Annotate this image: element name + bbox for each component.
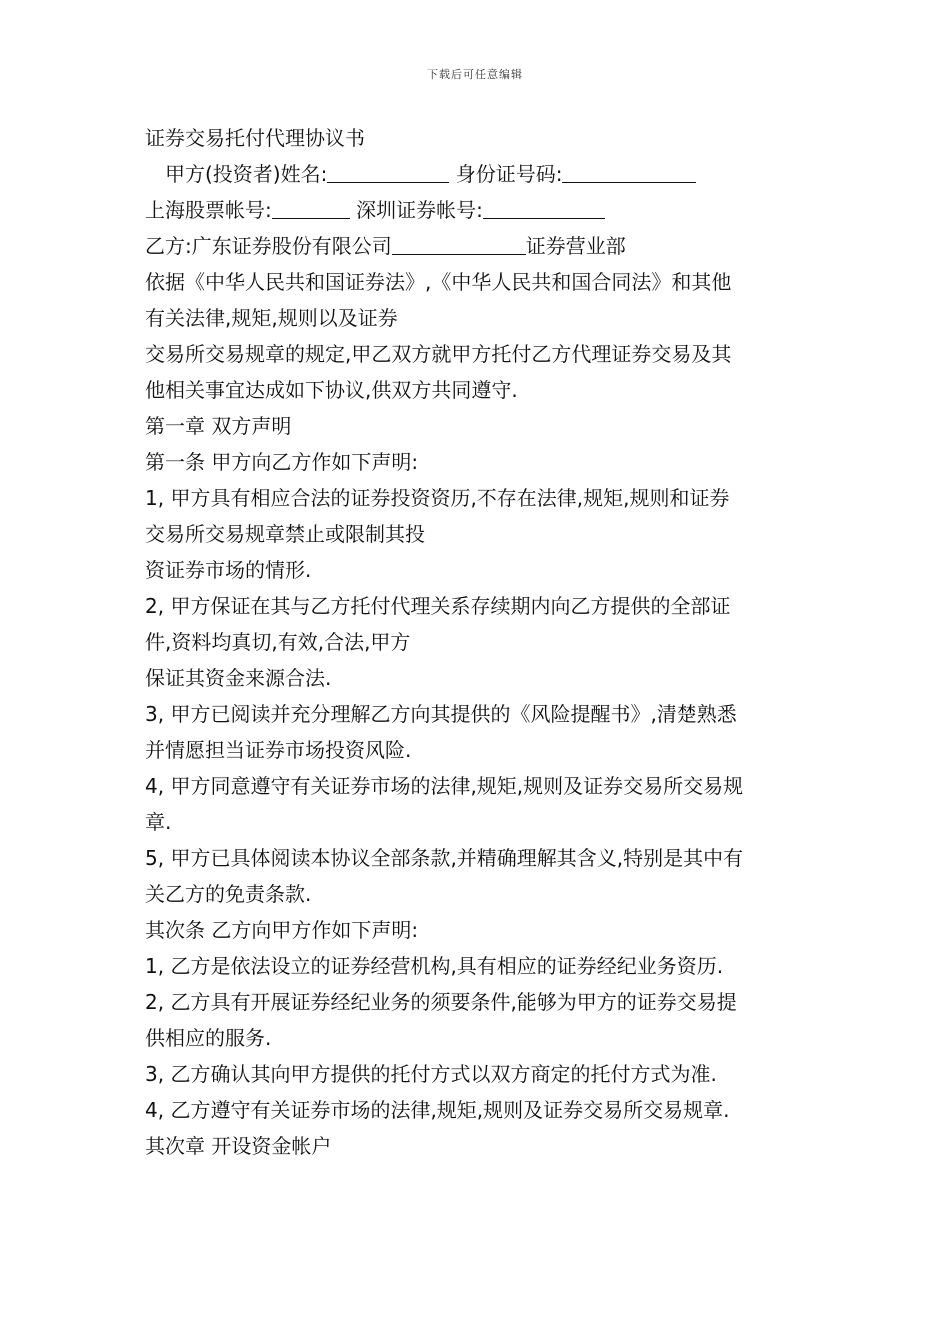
body-line: 1, 甲方具有相应合法的证券投资资历,不存在法律,规矩,规则和证券 xyxy=(145,486,730,510)
sz-account-blank[interactable] xyxy=(483,196,605,219)
sh-account-blank[interactable] xyxy=(272,196,350,219)
body-line: 资证券市场的情形. xyxy=(145,558,312,582)
body-line: 保证其资金来源合法. xyxy=(145,666,332,690)
body-line: 2, 甲方保证在其与乙方托付代理关系存续期内向乙方提供的全部证 xyxy=(145,594,731,618)
document-title: 证券交易托付代理协议书 xyxy=(145,126,365,150)
body-line: 2, 乙方具有开展证券经纪业务的须要条件,能够为甲方的证券交易提 xyxy=(145,990,737,1014)
body-line: 1, 乙方是依法设立的证券经营机构,具有相应的证券经纪业务资历. xyxy=(145,954,724,978)
party-b-prefix: 乙方:广东证券股份有限公司 xyxy=(145,234,392,258)
party-b-suffix: 证券营业部 xyxy=(525,234,626,258)
body-line: 3, 乙方确认其向甲方提供的托付方式以双方商定的托付方式为准. xyxy=(145,1062,717,1086)
body-line: 交易所交易规章禁止或限制其投 xyxy=(145,522,425,546)
party-a-line xyxy=(145,156,810,192)
body-line: 关乙方的免责条款. xyxy=(145,882,312,906)
party-a-name-blank[interactable] xyxy=(327,160,449,183)
branch-name-blank[interactable] xyxy=(392,232,526,255)
article-heading: 第一条 甲方向乙方作如下声明: xyxy=(145,450,419,474)
party-a-name-label: 甲方(投资者)姓名: xyxy=(165,162,328,186)
body-line: 供相应的服务. xyxy=(145,1026,272,1050)
chapter-heading: 其次章 开设资金帐户 xyxy=(145,1134,332,1158)
body-line: 件,资料均真切,有效,合法,甲方 xyxy=(145,630,411,654)
chapter-heading: 第一章 双方声明 xyxy=(145,414,292,438)
body-line: 交易所交易规章的规定,甲乙双方就甲方托付乙方代理证券交易及其 xyxy=(145,342,732,366)
party-b-line xyxy=(145,228,810,264)
account-line xyxy=(145,192,810,228)
sh-account-label: 上海股票帐号: xyxy=(145,198,272,222)
id-number-label: 身份证号码: xyxy=(455,162,563,186)
body-line: 4, 乙方遵守有关证券市场的法律,规矩,规则及证券交易所交易规章. xyxy=(145,1098,730,1122)
id-number-blank[interactable] xyxy=(562,160,696,183)
body-line: 章. xyxy=(145,810,172,834)
document-body xyxy=(145,120,810,1164)
body-line: 并情愿担当证券市场投资风险. xyxy=(145,738,412,762)
body-line: 3, 甲方已阅读并充分理解乙方向其提供的《风险提醒书》,清楚熟悉 xyxy=(145,702,737,726)
body-line: 5, 甲方已具体阅读本协议全部条款,并精确理解其含义,特别是其中有 xyxy=(145,846,744,870)
body-line: 有关法律,规矩,规则以及证券 xyxy=(145,306,398,330)
body-line: 依据《中华人民共和国证券法》,《中华人民共和国合同法》和其他 xyxy=(145,270,732,294)
body-line: 4, 甲方同意遵守有关证券市场的法律,规矩,规则及证券交易所交易规 xyxy=(145,774,744,798)
sz-account-label: 深圳证券帐号: xyxy=(356,198,483,222)
header-note: 下载后可任意编辑 xyxy=(427,68,523,81)
body-line: 他相关事宜达成如下协议,供双方共同遵守. xyxy=(145,378,518,402)
article-heading: 其次条 乙方向甲方作如下声明: xyxy=(145,918,419,942)
